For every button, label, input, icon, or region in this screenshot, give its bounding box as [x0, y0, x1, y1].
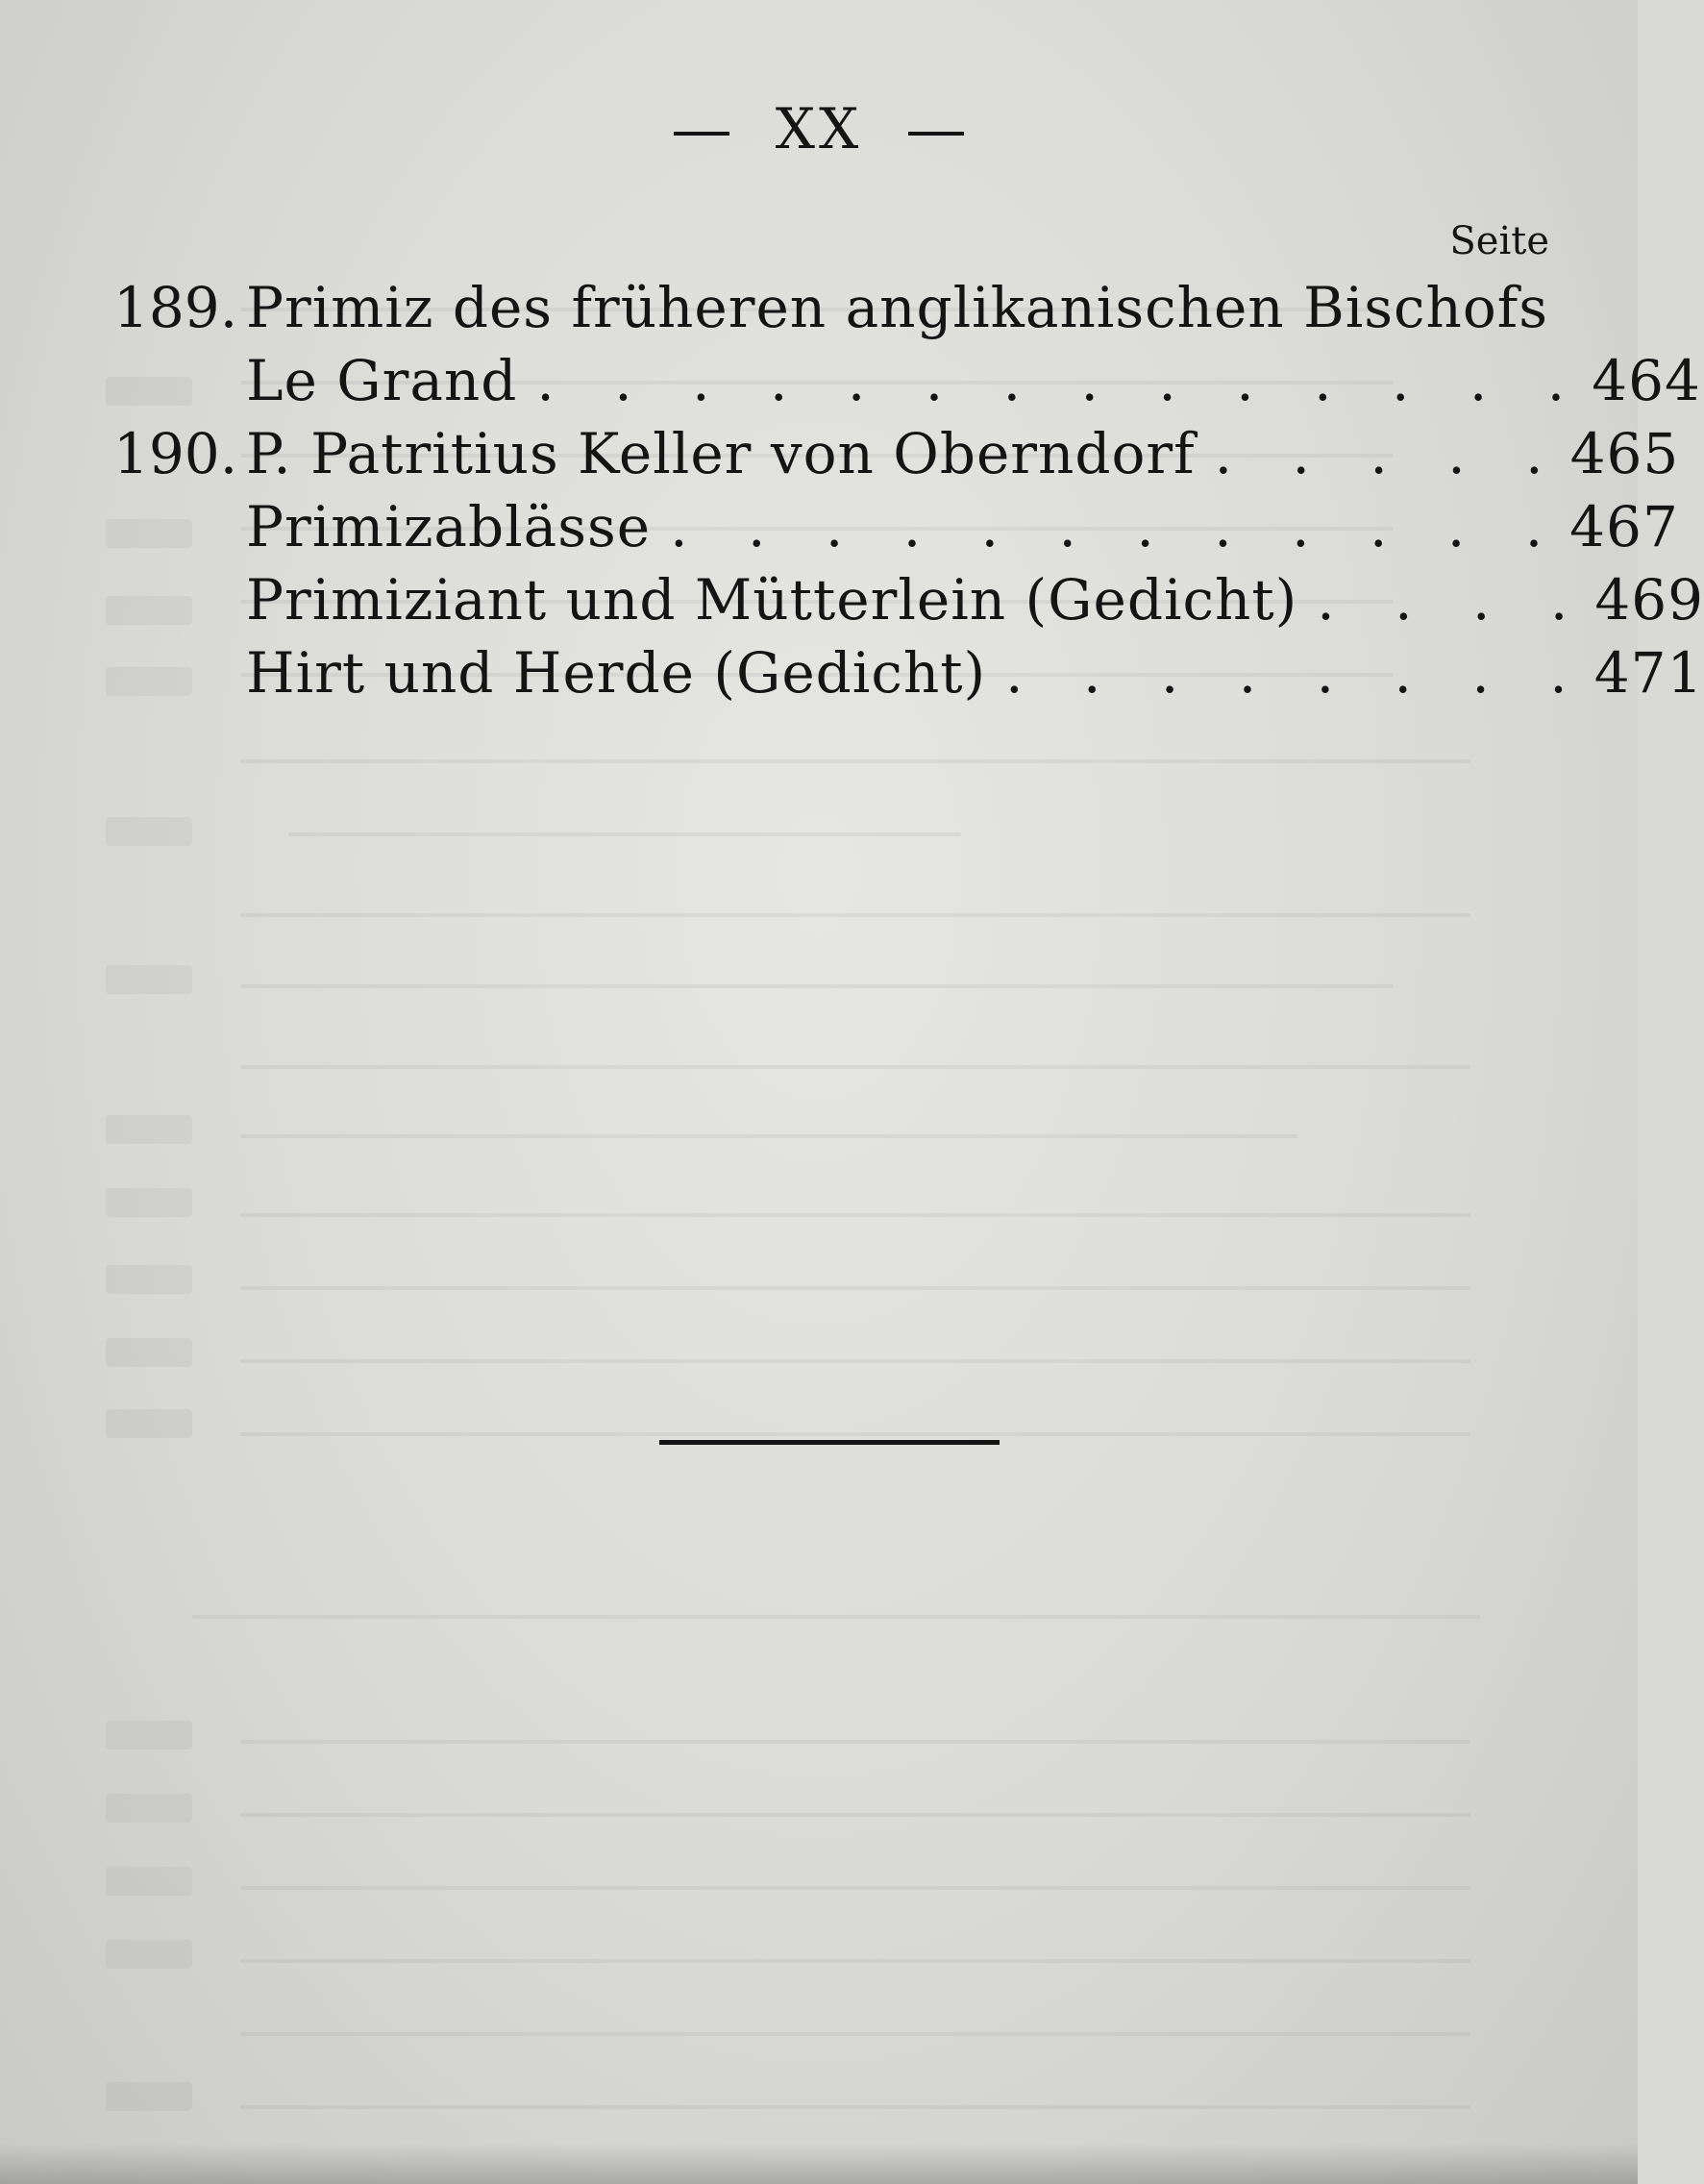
page-edge-shadow	[0, 2144, 1638, 2184]
toc-entry	[113, 636, 1704, 709]
table-of-contents	[113, 271, 1704, 709]
page-header	[0, 96, 1638, 161]
toc-entry	[113, 490, 1679, 563]
entry-title: Le Grand	[246, 348, 518, 413]
entry-title: P. Patritius Keller von Oberndorf	[246, 421, 1196, 486]
toc-entry	[113, 271, 1549, 344]
entry-title: Hirt und Herde (Gedicht)	[246, 640, 987, 706]
entry-page-number: 469	[1594, 567, 1704, 633]
dot-leader: . . . .	[1317, 567, 1590, 633]
entry-title: Primiziant und Mütterlein (Gedicht)	[246, 567, 1298, 633]
section-end-rule	[659, 1440, 1000, 1445]
toc-entry	[113, 417, 1680, 490]
page-numeral: XX	[775, 96, 863, 161]
header-dash-left	[674, 132, 729, 136]
entry-page-number: 465	[1569, 421, 1680, 486]
toc-entry	[113, 344, 1701, 417]
page-column-label: Seite	[1449, 219, 1549, 263]
dot-leader: . . . . . . . . . . . . . .	[536, 348, 1587, 413]
entry-title: Primiz des früheren anglikanischen Bischofs	[246, 275, 1548, 340]
entry-number: 190.	[113, 421, 238, 486]
dot-leader: . . . . .	[1214, 421, 1565, 486]
entry-page-number: 467	[1569, 494, 1679, 559]
dot-leader: . . . . . . . . . . . .	[670, 494, 1565, 559]
dot-leader: . . . . . . . .	[1005, 640, 1589, 706]
entry-page-number: 471	[1593, 640, 1704, 706]
entry-title: Primizablässe	[246, 494, 652, 559]
header-dash-right	[908, 132, 964, 136]
entry-number: 189.	[113, 275, 238, 340]
entry-page-number: 464	[1592, 348, 1701, 413]
toc-entry	[113, 563, 1704, 636]
